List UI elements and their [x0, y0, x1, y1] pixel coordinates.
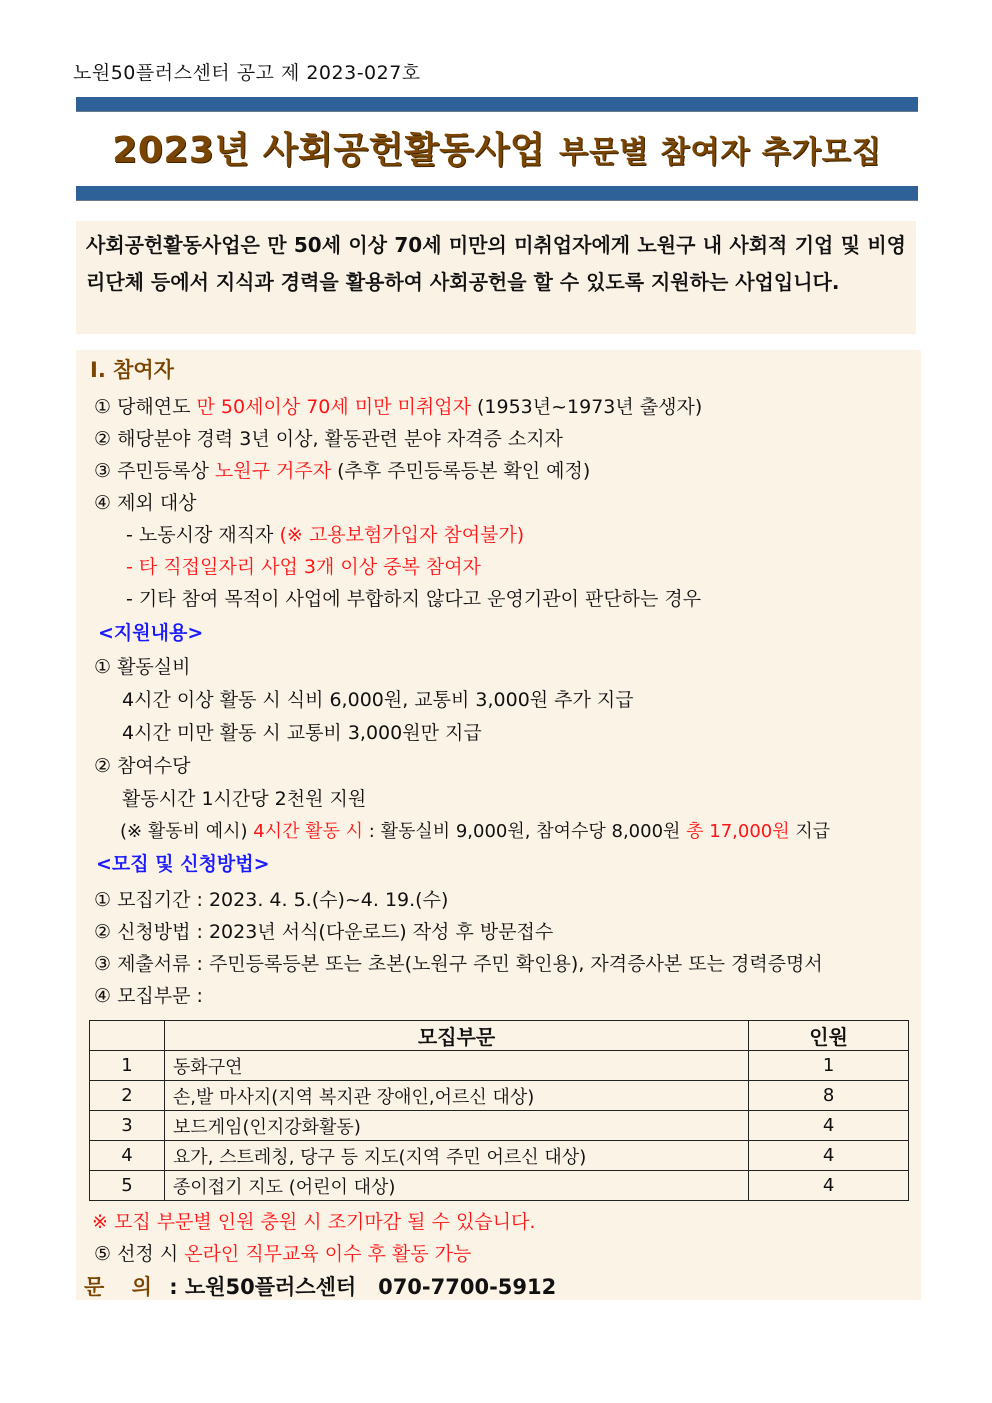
inquiry-contact: 노원50플러스센터 070-7700-5912: [184, 1275, 557, 1299]
section-participants-title: Ⅰ. 참여자: [90, 358, 174, 382]
item-highlight: 온라인 직무교육 이수 후 활동 가능: [184, 1243, 472, 1265]
row-field: 보드게임(인지강화활동): [164, 1111, 748, 1141]
table-row: [90, 1171, 909, 1201]
title-main: 2023년 사회공헌활동사업: [112, 130, 545, 171]
title-bar-top: [76, 97, 918, 112]
example-text: 지급: [789, 821, 831, 842]
row-count: 8: [749, 1081, 909, 1111]
support-item-1-line-2: 4시간 미만 활동 시 교통비 3,000원만 지급: [122, 722, 482, 744]
inquiry-separator: :: [161, 1275, 185, 1299]
row-no: 2: [90, 1081, 165, 1111]
row-count: 1: [749, 1051, 909, 1081]
example-highlight: 4시간 활동 시: [253, 821, 364, 842]
table-header-no: [90, 1021, 165, 1051]
item-highlight: 타 직접일자리 사업 3개 이상 중복 참여자: [138, 556, 481, 578]
example-text: : 활동실비 9,000원, 참여수당 8,000원: [363, 821, 687, 842]
item-text: ③ 주민등록상: [94, 460, 215, 482]
support-example: [120, 817, 830, 843]
support-item-2-line: 활동시간 1시간당 2천원 지원: [122, 788, 367, 810]
inquiry-line: [84, 1271, 556, 1301]
intro-box: 사회공헌활동사업은 만 50세 이상 70세 미만의 미취업자에게 노원구 내 사회적 기업 및 비영리단체 등에서 지식과 경력을 활용하여 사회공헌을 할 수 있도록 지원하는 사업입니다.: [76, 221, 916, 334]
exclusion-item-1: [126, 520, 524, 547]
participant-item-1: [94, 392, 702, 419]
row-no: 5: [90, 1171, 165, 1201]
title-sub: 부문별 참여자 추가모집: [559, 135, 882, 170]
item-text: (추후 주민등록등본 확인 예정): [331, 460, 591, 482]
row-field: 종이접기 지도 (어린이 대상): [164, 1171, 748, 1201]
example-text: (※ 활동비 예시): [120, 821, 254, 842]
title-bar-bottom: [76, 186, 918, 201]
recruit-item-5: [94, 1239, 471, 1266]
table-header-field: 모집부문: [164, 1021, 748, 1051]
item-text: - 기타 참여 목적이 사업에 부합하지 않다고 운영기관이 판단하는 경우: [126, 588, 702, 610]
table-header-row: [90, 1021, 909, 1051]
exclusion-item-2: [126, 552, 481, 579]
participant-item-2: [94, 424, 563, 451]
table-row: [90, 1051, 909, 1081]
item-highlight: 만 50세이상 70세 미만 미취업자: [196, 396, 471, 418]
table-row: [90, 1141, 909, 1171]
content-box: [76, 350, 921, 1300]
example-total: 총 17,000원: [686, 821, 790, 842]
item-highlight: (※ 고용보험가입자 참여불가): [279, 524, 525, 546]
row-count: 4: [749, 1111, 909, 1141]
item-text: (1953년~1973년 출생자): [470, 396, 703, 418]
support-item-2-title: ② 참여수당: [94, 755, 191, 777]
recruit-item-2: ② 신청방법 : 2023년 서식(다운로드) 작성 후 방문접수: [94, 921, 554, 943]
row-field: 손,발 마사지(지역 복지관 장애인,어르신 대상): [164, 1081, 748, 1111]
row-field: 요가, 스트레칭, 당구 등 지도(지역 주민 어르신 대상): [164, 1141, 748, 1171]
inquiry-label: 문 의: [84, 1275, 162, 1299]
table-header-count: 인원: [749, 1021, 909, 1051]
item-text: ④ 제외 대상: [94, 492, 197, 514]
row-field: 동화구연: [164, 1051, 748, 1081]
early-close-note: ※ 모집 부문별 인원 충원 시 조기마감 될 수 있습니다.: [92, 1211, 536, 1233]
row-no: 3: [90, 1111, 165, 1141]
table-row: [90, 1081, 909, 1111]
participant-item-4: [94, 488, 197, 515]
participant-item-3: [94, 456, 590, 483]
page-title: [76, 122, 918, 173]
row-count: 4: [749, 1171, 909, 1201]
table-row: [90, 1111, 909, 1141]
item-text: ① 당해연도: [94, 396, 197, 418]
exclusion-item-3: [126, 584, 701, 611]
support-item-1-line-1: 4시간 이상 활동 시 식비 6,000원, 교통비 3,000원 추가 지급: [122, 689, 634, 711]
row-count: 4: [749, 1141, 909, 1171]
item-text: -: [126, 556, 139, 578]
notice-number: 노원50플러스센터 공고 제 2023-027호: [73, 62, 421, 84]
support-item-1-title: ① 활동실비: [94, 656, 191, 678]
recruit-item-4: ④ 모집부문 :: [94, 985, 203, 1007]
item-text: - 노동시장 재직자: [126, 524, 280, 546]
recruit-heading: <모집 및 신청방법>: [96, 853, 270, 875]
row-no: 1: [90, 1051, 165, 1081]
row-no: 4: [90, 1141, 165, 1171]
item-text: ⑤ 선정 시: [94, 1243, 185, 1265]
support-heading: <지원내용>: [98, 622, 204, 644]
recruit-item-1: ① 모집기간 : 2023. 4. 5.(수)~4. 19.(수): [94, 889, 449, 911]
item-highlight: 노원구 거주자: [214, 460, 332, 482]
recruit-item-3: ③ 제출서류 : 주민등록등본 또는 초본(노원구 주민 확인용), 자격증사본 또는 경력증명서: [94, 953, 823, 975]
item-text: ② 해당분야 경력 3년 이상, 활동관련 분야 자격증 소지자: [94, 428, 563, 450]
recruit-table: [89, 1020, 909, 1201]
